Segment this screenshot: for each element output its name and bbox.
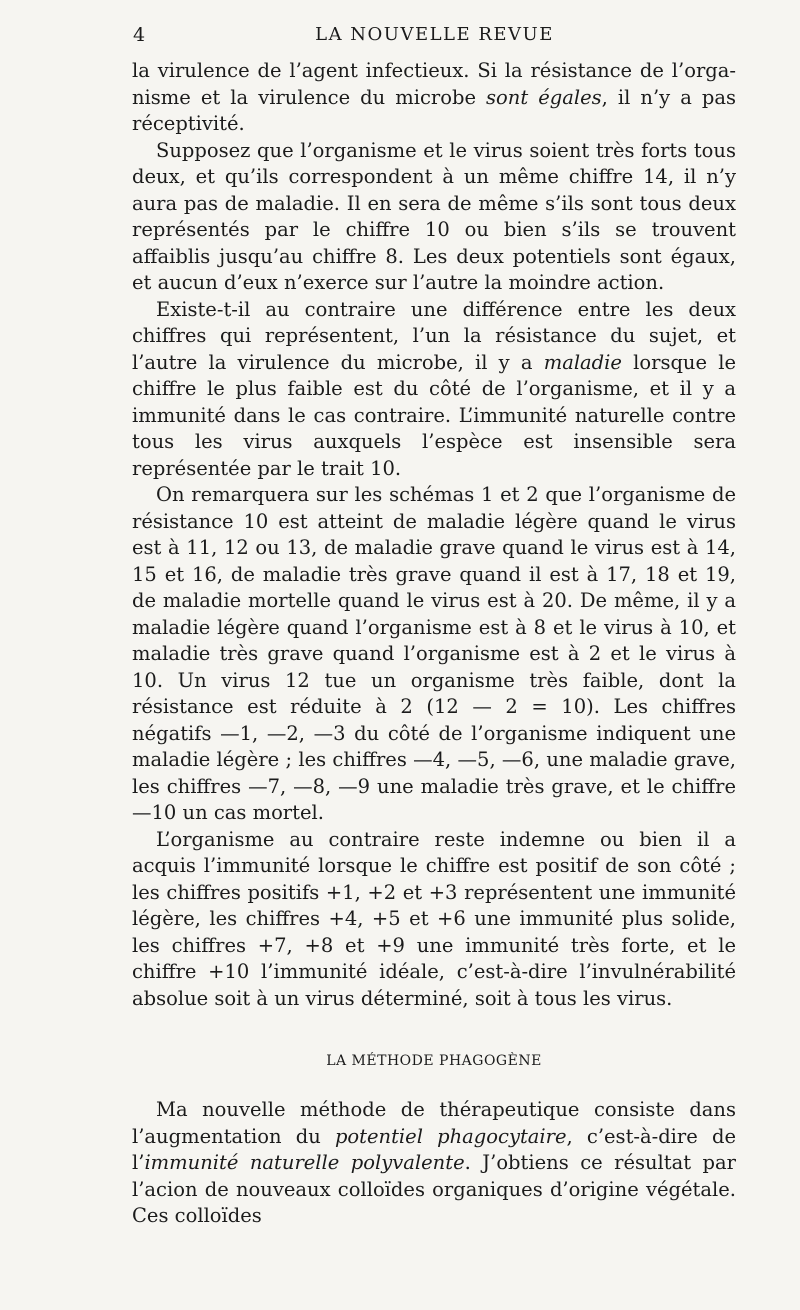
paragraph-text: , c’est-à-dire de l’ (132, 1124, 736, 1174)
italic-text: potentiel phagocytaire (334, 1124, 567, 1148)
paragraph-text: la virulence de l’agent infectieux. Si la résistance de l’organisme et la virulence du microbe (132, 59, 736, 109)
paragraph-text: L’organisme au contraire reste indemne ou bien il a acquis l’immunité lorsque le chiffre est positif de son côté ; les chiffres positifs +1, +2 et +3 représentent une immunité légère, les chiffres +4, +5 et +6 une immunité plus solide, les chiffres +7, +8 et +9 une immunité très forte, et le chiffre +10 l’immunité idéale, c’est-à-dire l’invulnérabilité absolue soit à un virus déterminé, soit à tous les virus. (132, 827, 736, 1010)
paragraph (132, 297, 736, 483)
section-heading: LA MÉTHODE PHAGOGÈNE (326, 1053, 542, 1069)
italic-text: immunité naturelle polyvalente (144, 1151, 465, 1174)
italic-text: maladie (543, 350, 622, 374)
italic-text: sont égales (486, 85, 602, 109)
body-text-section (132, 1097, 736, 1230)
paragraph-text: lorsque le chiffre le plus faible est du côté de l’organisme, et il y a immunité dans le cas contraire. L’immunité naturelle contre tous les virus auxquels l’espèce est insensible sera représentée par le trait 10. (132, 350, 736, 480)
paragraph-text: Ma nouvelle méthode de thérapeutique consiste dans l’augmentation du (132, 1098, 736, 1148)
paragraph (132, 138, 736, 297)
page-number: 4 (133, 24, 146, 46)
running-title: LA NOUVELLE REVUE (315, 24, 554, 45)
paragraph (132, 1097, 736, 1230)
paragraph-text: Supposez que l’organisme et le virus soient très forts tous deux, et qu’ils correspondent à un même chiffre 14, il n’y aura pas de maladie. Il en sera de même s’ils sont tous deux représentés par le chiffre 10 ou bien s’ils se trouvent affaiblis jusqu’au chiffre 8. Les deux potentiels sont égaux, et aucun d’eux n’exerce sur l’autre la moindre action. (132, 138, 736, 294)
paragraph (132, 827, 736, 1013)
paragraph (132, 58, 736, 138)
paragraph-text: , il n’y a pas réceptivité. (132, 85, 737, 135)
paragraph-text: . J’obtiens ce résultat par l’acion de nouveaux colloïdes organiques d’origine végétale. Ces colloïdes (132, 1151, 736, 1227)
paragraph-text: On remarquera sur les schémas 1 et 2 que l’organisme de résistance 10 est atteint de maladie légère quand le virus est à 11, 12 ou 13, de maladie grave quand le virus est à 14, 15 et 16, de maladie très grave quand il est à 17, 18 et 19, de maladie mortelle quand le virus est à 20. De même, il y a maladie légère quand l’organisme est à 8 et le virus à 10, et maladie très grave quand l’organisme est à 2 et le virus à 10. Un virus 12 tue un organisme très faible, dont la résistance est réduite à 2 (12 — 2 = 10). Les chiffres négatifs —1, —2, —3 du côté de l’organisme indiquent une maladie légère ; les chiffres —4, —5, —6, une maladie grave, les chiffres —7, —8, —9 une maladie très grave, et le chiffre —10 un cas mortel. (132, 483, 736, 824)
page-header (133, 20, 736, 54)
paragraph-text: Existe-t-il au contraire une différence entre les deux chiffres qui représentent, l’un la résistance du sujet, et l’autre la virulence du microbe, il y a (132, 297, 736, 374)
body-text (132, 58, 736, 1012)
paragraph (132, 482, 736, 827)
